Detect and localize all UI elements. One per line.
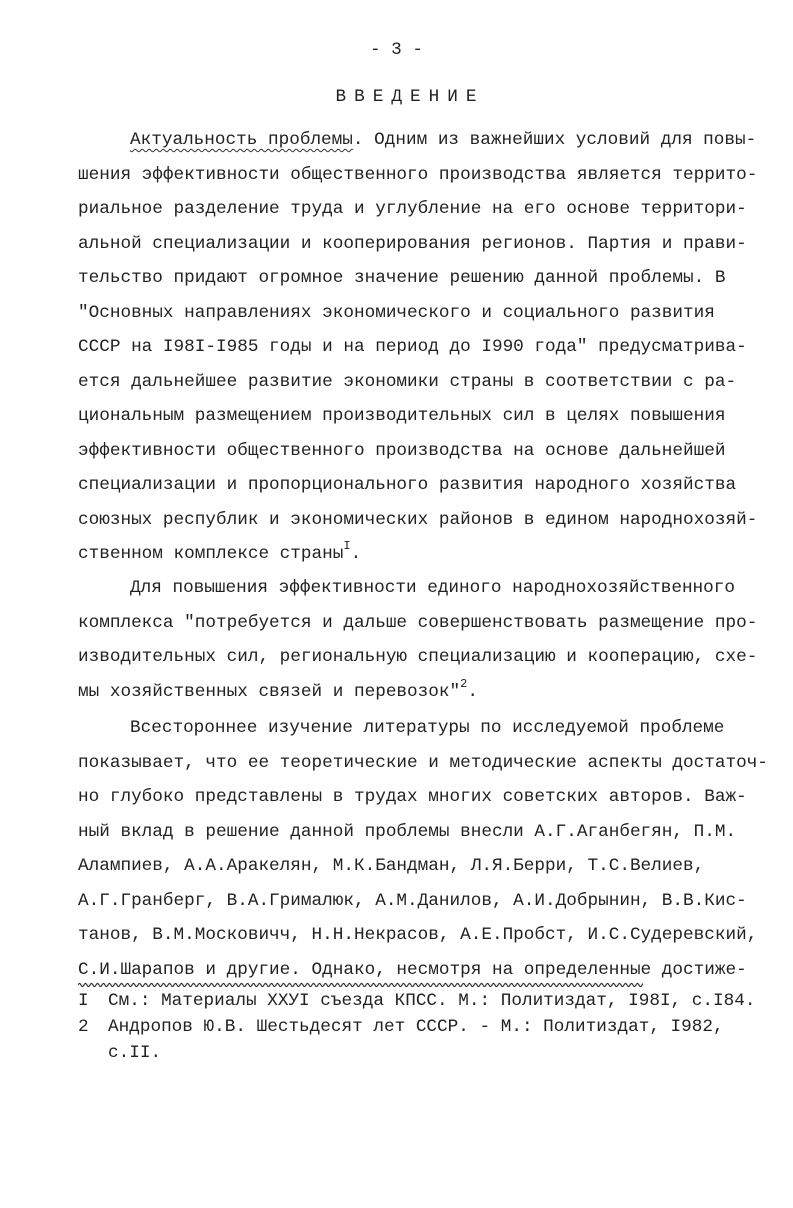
text-line [78,677,478,702]
footnote-text: с.II. [108,1043,162,1063]
text-line [78,925,757,945]
line-text: но глубоко представлены в трудах многих советских авторов. Важ- [78,787,747,807]
text-line [78,337,747,357]
line-text: показывает, что ее теоретические и методические аспекты достаточ- [78,753,768,773]
line-tail: . [350,544,362,564]
text-line [78,165,757,185]
line-text: "Основных направлениях экономического и социального развития [78,303,715,323]
line-text: Для повышения эффективности единого народнохозяйственного [130,578,736,598]
line-text: циональным размещением производительных сил в целях повышения [78,406,726,426]
line-text: ственном комплексе страны [78,544,344,564]
footnote-text: См.: Материалы XXУI съезда КПСС. М.: Политиздат, I98I, с.I84. [108,991,756,1011]
line-text: СССР на I98I-I985 годы и на период до I990 года" предусматрива- [78,337,747,357]
footnote-ref[interactable]: I [343,539,351,553]
footnote-text: Андропов Ю.В. Шестьдесят лет СССР. - М.: Политиздат, I982, [108,1017,724,1037]
footnote-mark: 2 [78,1017,89,1037]
text-line [78,753,768,773]
line-text: изводительных сил, региональную специализацию и кооперацию, схе- [78,647,758,667]
text-line [78,372,736,392]
line-text: . Одним из важнейших условий для повы- [352,130,757,150]
line-text: альной специализации и кооперирования регионов. Партия и прави- [78,234,747,254]
line-text: Всестороннее изучение литературы по исследуемой проблеме [130,718,725,738]
line-text: комплекса "потребуется и дальше совершенствовать размещение про- [78,613,758,633]
text-line [78,647,757,667]
line-text: Алампиев, А.А.Аракелян, М.К.Бандман, Л.Я.Берри, Т.С.Велиев, [78,856,705,876]
text-line [78,406,725,426]
line-text: тельство придают огромное значение решению данной проблемы. В [78,268,726,288]
text-line [78,510,757,530]
footnote-mark: I [78,991,89,1011]
line-text: риальное разделение труда и углубление на его основе территори- [78,199,747,219]
line-text: ется дальнейшее развитие экономики страны в соответствии с ра- [78,372,737,392]
line-text: шения эффективности общественного производства является террито- [78,165,758,185]
footnote-ref[interactable]: 2 [460,677,468,691]
text-line [78,268,725,288]
section-title: ВВЕДЕНИЕ [335,87,485,107]
text-line [78,303,715,323]
text-line [78,960,747,980]
text-line [78,234,747,254]
text-line [78,199,747,219]
text-line [130,578,735,598]
text-line [78,613,757,633]
line-text: С.И.Шарапов и другие. Однако, несмотря на определенные достиже- [78,960,747,980]
line-tail: . [467,682,478,702]
underlined-heading: Актуальность проблемы [130,130,353,150]
text-line [78,891,747,911]
line-text: танов, В.М.Московичч, Н.Н.Некрасов, А.Е.Пробст, И.С.Судеревский, [78,925,758,945]
line-text: специализации и пропорционального развития народного хозяйства [78,475,737,495]
text-line [130,718,724,738]
text-line [130,130,756,150]
line-text: мы хозяйственных связей и перевозок" [78,682,461,702]
line-text: эффективности общественного производства на основе дальнейшей [78,441,726,461]
text-line [78,441,725,461]
line-text: ный вклад в решение данной проблемы внесли А.Г.Аганбегян, П.М. [78,822,737,842]
page-number: - 3 - [369,40,424,60]
text-line [78,475,736,495]
text-line [78,856,704,876]
text-line [78,822,736,842]
footnote-separator [78,982,643,988]
line-text: А.Г.Гранберг, В.А.Грималюк, А.М.Данилов, А.И.Добрынин, В.В.Кис- [78,891,747,911]
line-text: союзных республик и экономических районов в едином народнохозяй- [78,510,758,530]
text-line [78,787,747,807]
text-line [78,539,362,564]
